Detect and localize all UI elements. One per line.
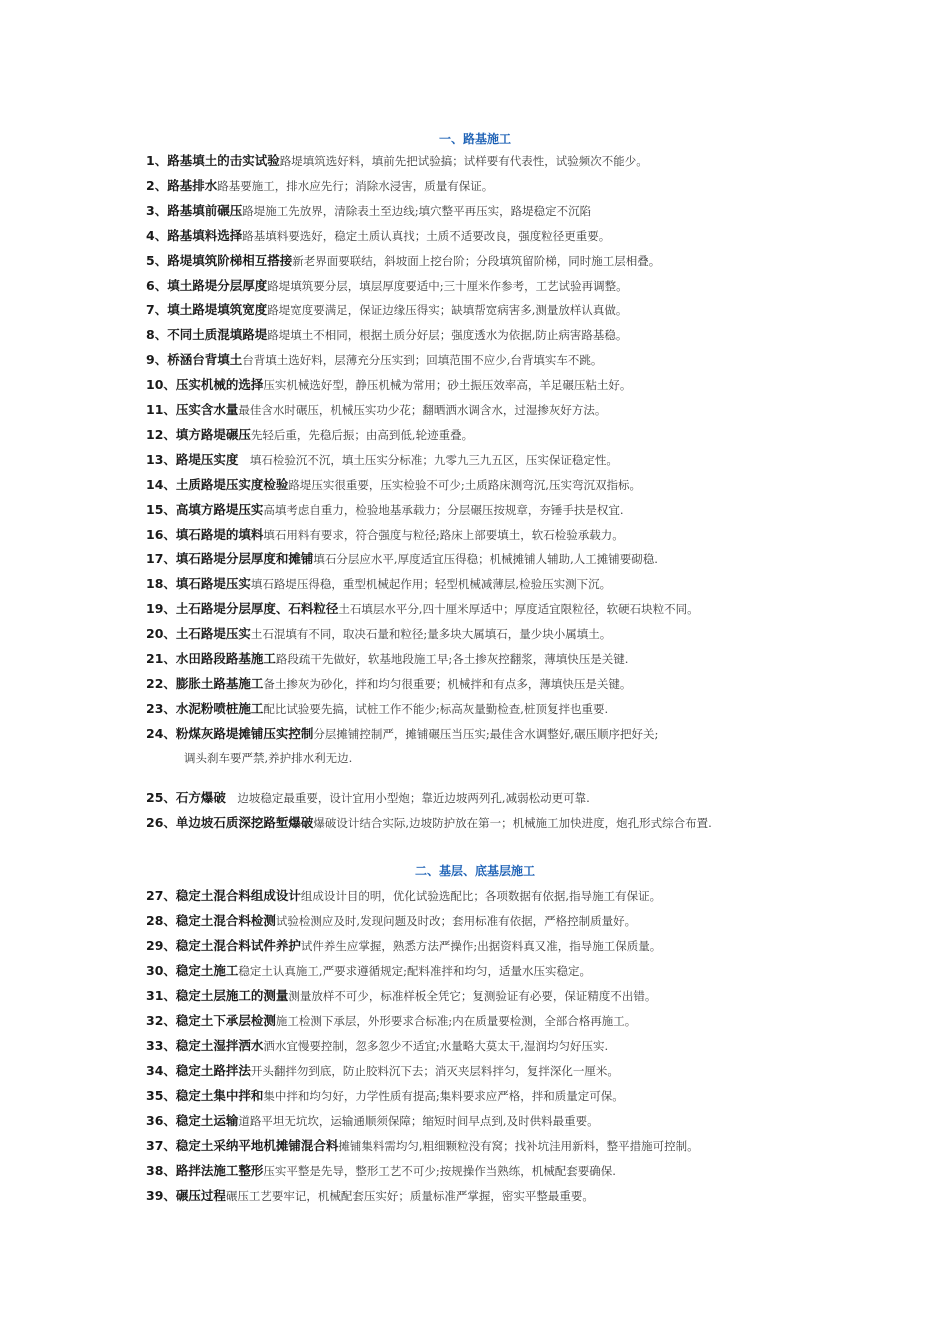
item-heading: 单边坡石质深挖路堑爆破 — [175, 814, 314, 830]
section-title: 二、基层、底基层施工 — [414, 864, 535, 878]
list-item — [146, 377, 846, 393]
item-heading: 压实机械的选择 — [175, 377, 264, 393]
item-heading: 稳定土路拌法 — [175, 1063, 251, 1078]
list-item — [146, 203, 846, 219]
item-text: 填石用料有要求，符合强度与粒径;路床上部要填土，软石检验承载力。 — [263, 527, 624, 542]
item-heading: 土石路堤分层厚度、石料粒径 — [175, 601, 339, 617]
item-text: 配比试验要先搞，试桩工作不能少;标高灰量勤检查,桩顶复拌也重要. — [263, 701, 609, 716]
list-item — [146, 551, 846, 567]
item-heading: 路堤填筑阶梯相互搭接 — [167, 252, 293, 268]
item-text: 开头翻拌勿到底，防止胶料沉下去；消灭夹层料拌匀，复拌深化一厘米。 — [250, 1064, 619, 1078]
list-item — [146, 402, 846, 418]
list-item — [146, 1188, 846, 1204]
list-item — [146, 302, 846, 318]
list-item — [146, 938, 846, 954]
item-heading: 膨胀土路基施工 — [175, 675, 264, 691]
item-text: 填石检验沉不沉，填土压实分标准；九零九三九五区，压实保证稳定性。 — [238, 452, 618, 467]
item-text: 路堤宽度要满足，保证边缘压得实；缺填帮宽病害多,测量放样认真做。 — [267, 303, 628, 318]
list-item — [146, 601, 846, 617]
item-heading: 碾压过程 — [175, 1188, 226, 1203]
list-item — [146, 1163, 846, 1179]
item-number: 16、 — [146, 526, 176, 542]
item-text: 路堤填土不相同，根据土质分好层；强度透水为依据,防止病害路基稳。 — [267, 328, 628, 343]
list-item — [146, 988, 846, 1004]
item-number: 20、 — [146, 626, 176, 642]
item-number: 23、 — [146, 700, 176, 716]
item-number: 9、 — [146, 352, 168, 368]
item-number: 26、 — [146, 814, 176, 830]
list-item — [146, 352, 846, 368]
item-heading: 路基填前碾压 — [167, 202, 243, 218]
item-heading: 粉煤灰路堤摊铺压实控制 — [175, 725, 314, 741]
item-text: 边坡稳定最重要，设计宜用小型炮；靠近边坡两列孔,减弱松动更可靠. — [225, 790, 590, 805]
list-item — [146, 1138, 846, 1154]
item-heading: 水田路段路基施工 — [175, 651, 276, 666]
item-text: 摊铺集料需均匀,粗细颗粒没有窝；找补坑洼用新料，整平措施可控制。 — [338, 1139, 699, 1153]
item-heading: 稳定土层施工的测量 — [175, 988, 289, 1003]
item-number: 13、 — [146, 451, 176, 467]
item-text: 路堤填筑要分层，填层厚度要适中;三十厘米作参考，工艺试验再调整。 — [267, 278, 628, 293]
list-item — [146, 913, 846, 929]
list-item — [146, 253, 846, 269]
item-text: 压实机械选好型，静压机械为常用；砂土振压效率高，羊足碾压粘土好。 — [263, 378, 632, 393]
list-item — [146, 576, 846, 592]
item-text: 土石混填有不同，取决石量和粒径;量多块大属填石，量少块小属填土。 — [250, 627, 612, 642]
item-number: 4、 — [146, 227, 168, 243]
item-text: 爆破设计结合实际,边坡防护放在第一；机械施工加快进度，炮孔形式综合布置. — [313, 815, 712, 830]
item-number: 22、 — [146, 675, 176, 691]
list-item — [146, 228, 846, 244]
item-heading: 路拌法施工整形 — [175, 1163, 264, 1178]
item-heading: 土石路堤压实 — [175, 626, 251, 642]
item-text: 填石分层应水平,厚度适宜压得稳；机械摊铺人辅助,人工摊铺要砌稳. — [313, 552, 658, 567]
item-continuation: 调头刹车要严禁,养护排水利无边. — [184, 750, 353, 765]
item-heading: 填石路堤分层厚度和摊铺 — [175, 551, 314, 567]
item-text: 高填考虑自重力，检验地基承载力；分层碾压按规章，夯锤手扶是权宜. — [263, 502, 624, 517]
item-number: 2、 — [146, 177, 168, 193]
item-number: 24、 — [146, 725, 176, 741]
item-text: 台背填土选好料，层薄充分压实到；回填范围不应少,台背填实车不跳。 — [242, 353, 603, 368]
item-text: 试验检测应及时,发现问题及时改；套用标准有依据，严格控制质量好。 — [275, 914, 637, 928]
item-number: 3、 — [146, 202, 168, 218]
list-item — [146, 815, 846, 831]
list-item — [146, 527, 846, 543]
item-number: 21、 — [146, 651, 176, 666]
list-item — [146, 502, 846, 518]
item-text: 测量放样不可少，标准样板全凭它；复测验证有必要，保证精度不出错。 — [288, 989, 657, 1003]
item-heading: 稳定土下承层检测 — [175, 1013, 276, 1028]
item-text: 道路平坦无坑坎，运输通顺须保障；缩短时间早点到,及时供料最重要。 — [238, 1114, 599, 1128]
item-heading: 路基填土的击实试验 — [167, 153, 280, 168]
list-item — [146, 278, 846, 294]
item-text: 压实平整是先导，整形工艺不可少;按规操作当熟练，机械配套要确保. — [263, 1164, 616, 1178]
item-heading: 填石路堤压实 — [175, 576, 251, 592]
list-item — [146, 701, 846, 717]
item-number: 6、 — [146, 277, 168, 293]
list-item — [146, 626, 846, 642]
list-item — [146, 452, 846, 468]
item-heading: 稳定土集中拌和 — [175, 1088, 264, 1103]
item-heading: 稳定土混合料组成设计 — [175, 888, 301, 903]
item-text: 路基要施工，排水应先行；消除水浸害，质量有保证。 — [217, 178, 494, 193]
item-text: 稳定土认真施工,严要求遵循规定;配料准拌和均匀，适量水压实稳定。 — [238, 964, 591, 978]
item-number: 12、 — [146, 426, 176, 442]
item-number: 17、 — [146, 551, 176, 567]
item-heading: 不同土质混填路堤 — [167, 327, 268, 343]
item-heading: 水泥粉喷桩施工 — [175, 700, 264, 716]
item-number: 35、 — [146, 1088, 176, 1103]
item-text: 分层摊铺控制严，摊铺碾压当压实;最佳含水调整好,碾压顺序把好关; — [313, 726, 659, 741]
item-heading: 石方爆破 — [175, 789, 226, 805]
item-text: 路堤压实很重要，压实检验不可少;土质路床测弯沉,压实弯沉双指标。 — [288, 477, 641, 492]
item-number: 25、 — [146, 789, 176, 805]
item-heading: 稳定土混合料检测 — [175, 913, 276, 928]
item-heading: 稳定土采纳平地机摊铺混合料 — [175, 1138, 339, 1153]
list-item — [146, 726, 846, 742]
item-heading: 压实含水量 — [175, 402, 239, 417]
item-number: 14、 — [146, 476, 176, 492]
item-number: 10、 — [146, 377, 176, 393]
list-item — [146, 676, 846, 692]
item-number: 5、 — [146, 252, 168, 268]
item-text: 组成设计目的明，优化试验选配比；各项数据有依据,指导施工有保证。 — [300, 889, 662, 903]
item-number: 29、 — [146, 938, 176, 953]
item-text: 土石填层水平分,四十厘米厚适中；厚度适宜限粒径，软硬石块粒不同。 — [338, 602, 699, 617]
item-number: 38、 — [146, 1163, 176, 1178]
item-text: 新老界面要联结，斜坡面上挖台阶；分段填筑留阶梯，同时施工层相叠。 — [292, 253, 661, 268]
list-item — [146, 888, 846, 904]
item-number: 18、 — [146, 576, 176, 592]
item-text: 路堤填筑选好料，填前先把试验搞；试样要有代表性，试验频次不能少。 — [279, 154, 648, 168]
list-item — [146, 477, 846, 493]
item-heading: 稳定土湿拌洒水 — [175, 1038, 264, 1053]
list-item — [146, 427, 846, 443]
item-heading: 稳定土施工 — [175, 963, 239, 978]
item-text: 路段疏干先做好，软基地段施工早;各土掺灰控翻浆，薄填快压是关键. — [275, 652, 629, 666]
list-item — [146, 1088, 846, 1104]
list-item — [146, 178, 846, 194]
list-item — [146, 1113, 846, 1129]
item-text: 备土掺灰为砂化，拌和均匀很重要；机械拌和有点多，薄填快压是关键。 — [263, 676, 632, 691]
item-text: 碾压工艺要牢记，机械配套压实好；质量标准严掌握，密实平整最重要。 — [225, 1189, 594, 1203]
item-text: 最佳含水时碾压，机械压实功少花；翻晒洒水调含水，过湿掺灰好方法。 — [238, 403, 607, 417]
item-text: 路基填料要选好，稳定土质认真找；土质不适要改良，强度粒径更重要。 — [242, 228, 611, 243]
item-number: 37、 — [146, 1138, 176, 1153]
item-text: 路堤施工先放界，清除表土至边线;填穴整平再压实，路堤稳定不沉陷 — [242, 203, 592, 218]
item-number: 11、 — [146, 402, 176, 417]
item-heading: 稳定土混合料试件养护 — [175, 938, 301, 953]
item-text: 试件养生应掌握，熟悉方法严操作;出据资料真又准，指导施工保质量。 — [300, 939, 662, 953]
item-number: 31、 — [146, 988, 176, 1003]
item-heading: 路堤压实度 — [175, 451, 239, 467]
item-number: 30、 — [146, 963, 176, 978]
item-number: 39、 — [146, 1188, 176, 1203]
list-item — [146, 1013, 846, 1029]
item-heading: 路基排水 — [167, 177, 218, 193]
item-number: 28、 — [146, 913, 176, 928]
item-heading: 路基填料选择 — [167, 227, 243, 243]
item-heading: 填土路堤分层厚度 — [167, 277, 268, 293]
item-heading: 高填方路堤压实 — [175, 501, 264, 517]
list-item — [146, 1063, 846, 1079]
list-item — [146, 790, 846, 806]
item-text: 施工检测下承层，外形要求合标准;内在质量要检测，全部合格再施工。 — [275, 1014, 637, 1028]
item-number: 15、 — [146, 501, 176, 517]
item-number: 1、 — [146, 153, 168, 168]
list-item — [146, 153, 846, 169]
item-number: 34、 — [146, 1063, 176, 1078]
item-number: 27、 — [146, 888, 176, 903]
list-item — [146, 1038, 846, 1054]
item-text: 填石路堤压得稳，重型机械起作用；轻型机械减薄层,检验压实测下沉。 — [250, 577, 612, 592]
list-item — [146, 963, 846, 979]
item-number: 36、 — [146, 1113, 176, 1128]
list-item — [146, 327, 846, 343]
section-title: 一、路基施工 — [438, 132, 511, 146]
item-heading: 土质路堤压实度检验 — [175, 476, 289, 492]
item-number: 8、 — [146, 327, 168, 343]
item-heading: 稳定土运输 — [175, 1113, 239, 1128]
item-heading: 填土路堤填筑宽度 — [167, 302, 268, 318]
list-item — [146, 651, 846, 667]
item-text: 集中拌和均匀好，力学性质有提高;集料要求应严格，拌和质量定可保。 — [263, 1089, 624, 1103]
item-heading: 桥涵台背填土 — [167, 352, 243, 368]
item-number: 33、 — [146, 1038, 176, 1053]
item-text: 先轻后重，先稳后振；由高到低,轮迹重叠。 — [250, 427, 474, 442]
item-heading: 填石路堤的填料 — [175, 526, 264, 542]
item-text: 洒水宜慢要控制，忽多忽少不适宜;水量略大莫太干,湿润均匀好压实. — [263, 1039, 609, 1053]
item-number: 32、 — [146, 1013, 176, 1028]
item-heading: 填方路堤碾压 — [175, 426, 251, 442]
item-number: 19、 — [146, 601, 176, 617]
item-number: 7、 — [146, 302, 168, 318]
